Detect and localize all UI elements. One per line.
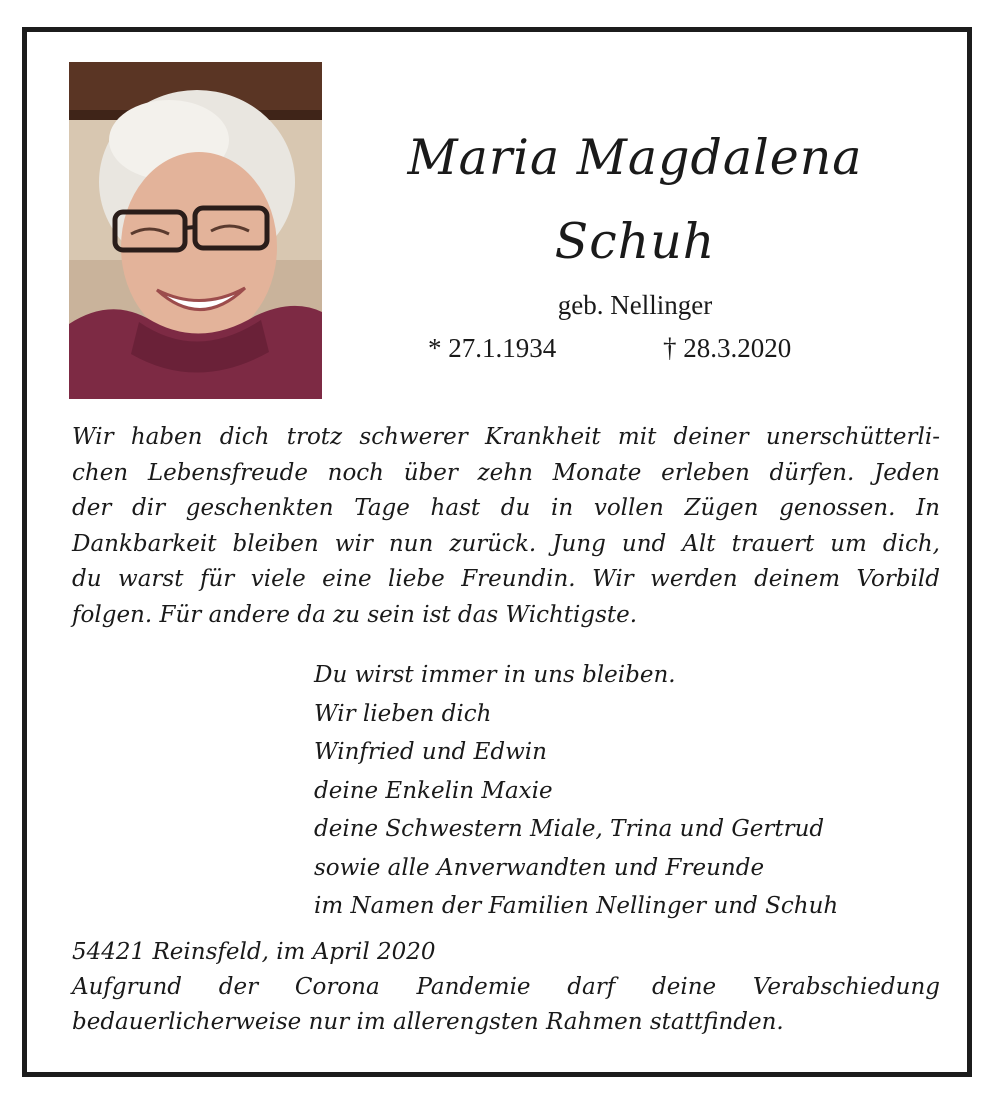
place-date: 54421 Reinsfeld, im April 2020 [72, 939, 436, 965]
notice-line: bedauerlicherweise nur im allerengsten Rahmen stattfinden. [72, 1009, 784, 1035]
obituary-message [72, 420, 940, 633]
portrait-photo [69, 62, 322, 399]
message-line: du warst für viele eine liebe Freundin. Wir werden deinem Vorbild [72, 566, 940, 592]
message-line: der dir geschenkten Tage hast du in vollen Zügen genossen. In [72, 495, 940, 521]
message-line: Dankbarkeit bleiben wir nun zurück. Jung und Alt trauert um dich, [72, 530, 940, 557]
message-line: chen Lebensfreude noch über zehn Monate erleben dürfen. Jeden [72, 459, 940, 486]
signature-line: deine Schwestern Miale, Trina und Gertrud [314, 816, 825, 842]
deceased-name-last: Schuh [554, 213, 716, 270]
signature-line: deine Enkelin Maxie [314, 777, 553, 804]
signature-line: Wir lieben dich [314, 700, 492, 727]
death-date: † 28.3.2020 [663, 333, 792, 363]
family-signature [314, 656, 838, 926]
signature-line: Winfried und Edwin [314, 739, 547, 765]
signature-line: sowie alle Anverwandten und Freunde [314, 854, 765, 881]
message-line: folgen. Für andere da zu sein ist das Wichtigste. [72, 601, 638, 628]
signature-line: im Namen der Familien Nellinger und Schuh [314, 893, 839, 919]
message-line: Wir haben dich trotz schwerer Krankheit mit deiner unerschütterli- [72, 424, 940, 450]
signature-line: Du wirst immer in uns bleiben. [314, 662, 676, 688]
birth-date: * 27.1.1934 [428, 333, 557, 363]
notice-line: Aufgrund der Corona Pandemie darf deine Verabschiedung [72, 974, 940, 1000]
birth-name: geb. Nellinger [557, 290, 713, 320]
deceased-name-first: Maria Magdalena [407, 129, 863, 186]
obituary-footer [72, 935, 940, 1040]
